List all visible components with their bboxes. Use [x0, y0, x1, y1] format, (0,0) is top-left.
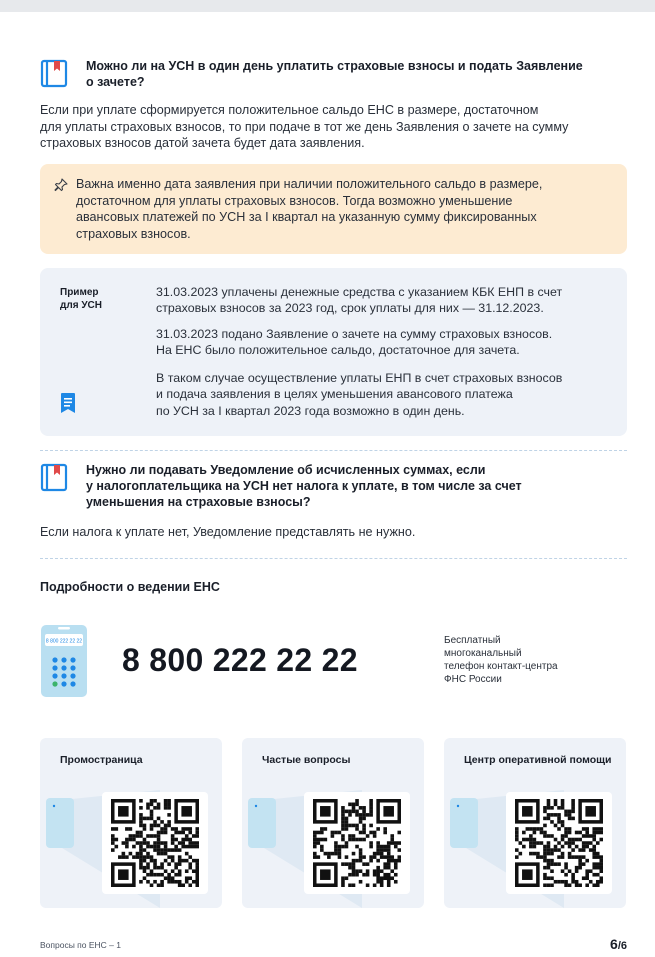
example-line: В таком случае осуществление уплаты ЕНП в счет страховых взносов	[156, 371, 563, 385]
phone-desc-line: Бесплатный	[444, 635, 501, 646]
top-bar	[0, 0, 655, 12]
card-promo-page[interactable]	[40, 738, 222, 908]
divider	[40, 558, 627, 559]
example-box	[40, 268, 627, 436]
details-title: Подробности о ведении ЕНС	[40, 580, 220, 594]
pin-icon	[54, 178, 68, 192]
question-2-title-line: уменьшения на страховые взносы?	[86, 495, 311, 509]
example-line: по УСН за I квартал 2023 года возможно в один день.	[156, 403, 465, 418]
note-line: авансовых платежей по УСН за I квартал на указанную сумму фиксированных	[76, 210, 537, 224]
page-current: 6	[610, 936, 618, 952]
example-line: 31.03.2023 подано Заявление о зачете на сумму страховых взносов.	[156, 327, 553, 341]
page-total: /6	[617, 940, 627, 952]
phone-desc-line: телефон контакт-центра	[444, 661, 558, 672]
answer-line: Если при уплате сформируется положительное сальдо ЕНС в размере, достаточном	[40, 103, 539, 117]
phone-desc-line: многоканальный	[444, 648, 522, 659]
question-2-answer: Если налога к уплате нет, Уведомление представлять не нужно.	[40, 525, 416, 539]
answer-line: страховых взносов датой зачета будет дата заявления.	[40, 136, 365, 150]
qr-code[interactable]	[304, 792, 410, 894]
example-paragraph-1	[156, 284, 614, 317]
card-help-center[interactable]	[444, 738, 626, 908]
important-note	[40, 164, 627, 254]
qr-code[interactable]	[102, 792, 208, 894]
example-label-line: Пример	[60, 287, 99, 298]
question-1-heading	[40, 58, 626, 90]
example-paragraph-3	[156, 370, 614, 419]
qr-code-image	[515, 799, 603, 887]
page-number	[610, 936, 627, 952]
example-line: На ЕНС было положительное сальдо, достаточное для зачета.	[156, 343, 520, 358]
question-1-title-line: о зачете?	[86, 75, 145, 89]
footer-doc-name: Вопросы по ЕНС – 1	[40, 940, 121, 950]
qr-code-image	[313, 799, 401, 887]
card-title: Промостраница	[60, 754, 143, 766]
card-faq[interactable]	[242, 738, 424, 908]
qr-code[interactable]	[506, 792, 612, 894]
question-2-title-line: Нужно ли подавать Уведомление об исчисленных суммах, если	[86, 463, 486, 477]
example-label	[60, 286, 102, 312]
note-line: достаточном для уплаты страховых взносов. Тогда возможно уменьшение	[76, 193, 513, 208]
card-title: Частые вопросы	[262, 754, 351, 766]
example-line: страховых взносов за 2023 год, срок уплаты для них — 31.12.2023.	[156, 301, 544, 316]
note-line: страховых взносов.	[76, 226, 191, 241]
example-paragraph-2	[156, 326, 614, 359]
phone-icon-number: 8 800 222 22 22	[45, 638, 83, 645]
note-line: Важна именно дата заявления при наличии положительного сальдо в размере,	[76, 177, 543, 191]
divider	[40, 450, 627, 451]
question-2-heading	[40, 462, 606, 510]
example-line: 31.03.2023 уплачены денежные средства с указанием КБК ЕНП в счет	[156, 285, 563, 299]
question-1-title-line: Можно ли на УСН в один день уплатить страховые взносы и подать Заявление	[86, 59, 583, 73]
qr-code-image	[111, 799, 199, 887]
answer-line: для уплаты страховых взносов, то при подаче в тот же день Заявления о зачете на сумму	[40, 119, 569, 134]
question-2-title-line: у налогоплательщика на УСН нет налога к уплате, в том числе за счет	[86, 479, 522, 493]
book-icon	[40, 462, 70, 492]
question-1-answer	[40, 102, 627, 152]
example-line: и подача заявления в целях уменьшения авансового платежа	[156, 387, 513, 402]
phone-number[interactable]: 8 800 222 22 22	[122, 642, 358, 678]
document-icon	[60, 392, 76, 414]
phone-desc-line: ФНС России	[444, 674, 502, 685]
card-title: Центр оперативной помощи	[464, 754, 612, 766]
example-label-line: для УСН	[60, 300, 102, 311]
phone-description	[444, 634, 604, 686]
phone-icon	[40, 624, 88, 698]
book-icon	[40, 58, 70, 88]
